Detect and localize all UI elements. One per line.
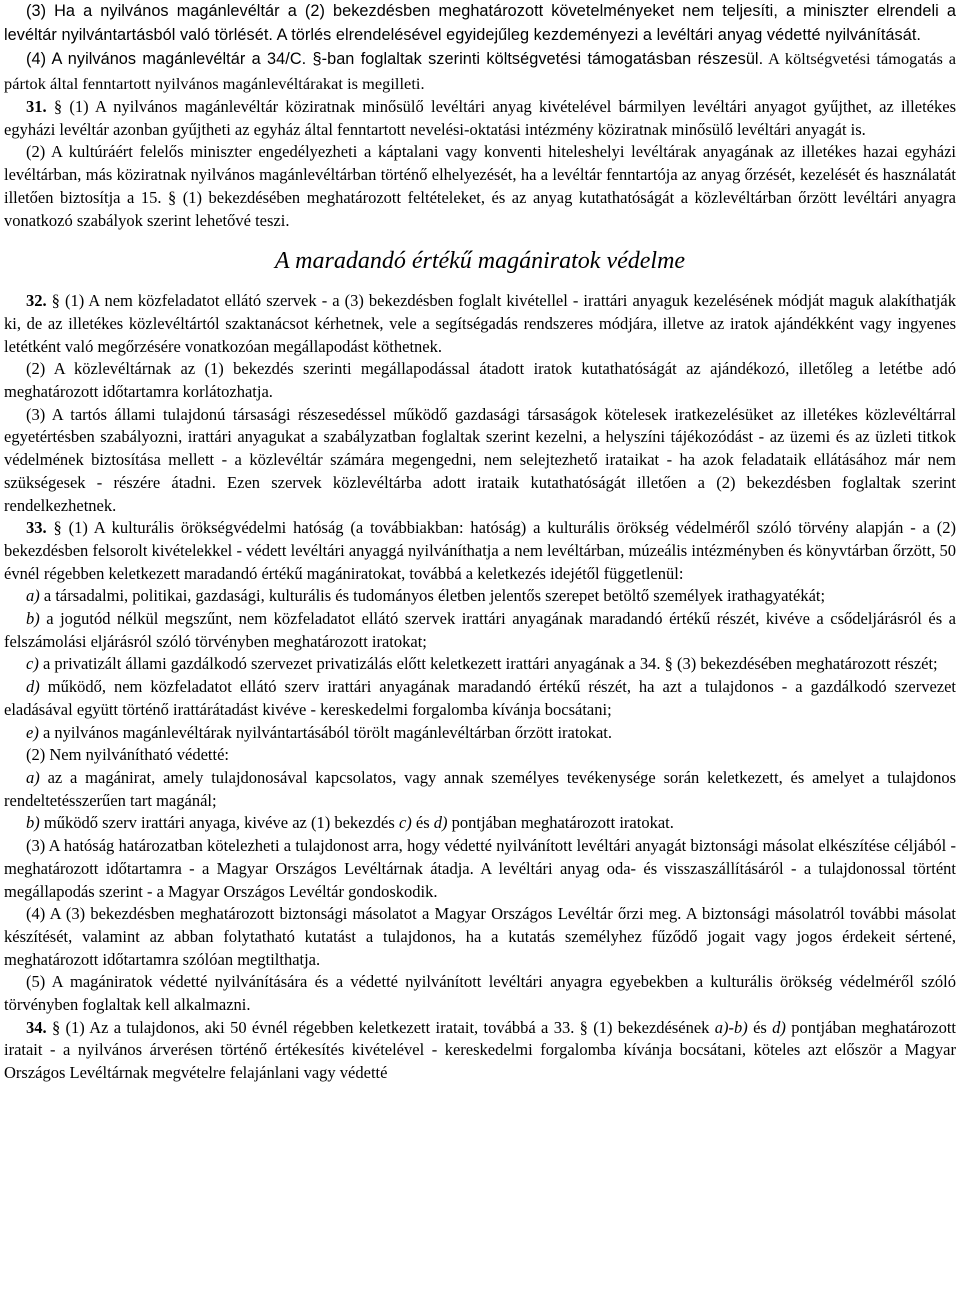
point-marker: d) — [26, 677, 40, 697]
section-34-text: § (1) Az a tulajdonos, aki 50 évnél régebben keletkezett iratait, továbbá a 33. § (1) bekezdésének — [46, 1017, 715, 1037]
section-34-text: és — [747, 1017, 773, 1037]
section-33-paragraph-2-point-a — [4, 767, 956, 812]
section-33-paragraph-1-text: § (1) A kulturális örökségvédelmi hatóság (a továbbiakban: hatóság) a kulturális örökség védelméről szóló törvény alapján - a (2) bekezdésben felsorolt kivételekkel - védett levéltári anyaggá nyilváníthatja a nem levéltárban, múzeális intézményben és könyvtárban őrzött, 50 évnél régebben keletkezett maradandó értékű magániratokat, továbbá a keletkezés idejétől függetlenül: — [4, 518, 956, 583]
paragraph-30-3: (3) Ha a nyilvános magánlevéltár a (2) bekezdésben meghatározott követelményeket nem teljesíti, a miniszter elrendeli a levéltár nyilvántartásból való törlését. A törlés elrendelésével egyidejűleg kezdeményezi a levéltári anyag védetté nyilvánítását. — [4, 2, 956, 44]
section-heading: A maradandó értékű magániratok védelme — [274, 248, 686, 275]
section-33-paragraph-1 — [4, 517, 956, 585]
section-33-paragraph-3: (3) A hatóság határozatban kötelezheti a tulajdonost arra, hogy védetté nyilvánított levéltári anyagát biztonsági másolat elkészítése céljából - meghatározott időtartamra - a Magyar Országos Levéltárnak átadja. A levéltári anyag oda- és visszaszállításáról - a tulajdonossal történt megállapodás szerint - a Magyar Országos Levéltár gondoskodik. — [4, 836, 956, 901]
section-32-paragraph-1-text: § (1) A nem közfeladatot ellátó szervek - a (3) bekezdésben foglalt kivétellel - irattári anyaguk kezelésének módját maguk alakíthatják ki, de az illetékes közlevéltártól szaktanácsot kérhetnek, vele a segítségadás rendszeres módjára, illetve az iratok ajándékként vagy ingyenes letétként való megőrzésére vonatkozóan megállapodást köthetnek. — [4, 291, 956, 356]
point-marker: e) — [26, 722, 39, 742]
section-33-paragraph-2: (2) Nem nyilvánítható védetté: — [26, 745, 229, 765]
point-ref: d) — [772, 1017, 786, 1037]
section-33-paragraph-5: (5) A magániratok védetté nyilvánítására és a védetté nyilvánított levéltári anyagra egyebekben a kulturális örökség védelméről szóló törvényben foglaltak kell alkalmazni. — [4, 972, 956, 1015]
section-33-point-d — [4, 676, 956, 721]
section-31-paragraph-1 — [4, 96, 956, 141]
section-34-text: pontjában meghatározott iratait - a nyilvános árverésen történő értékesítés kivételével - kereskedelmi forgalomba kívánja bocsátani, köteles azt először a Magyar Országos Levéltárnak megvételre felajánlani vagy védetté — [4, 1017, 956, 1083]
point-text: a társadalmi, politikai, gazdasági, kulturális és tudományos életben jelentős szerepet betöltő személyek irathagyatékát; — [39, 586, 826, 606]
point-marker: a) — [26, 767, 40, 787]
section-33-paragraph-4: (4) A (3) bekezdésben meghatározott biztonsági másolatot a Magyar Országos Levéltár őrzi meg. A biztonsági másolatról további másolat készítését, valamint az abban folytatható kutatást a tulajdonos, ha a kutatás személyhez fűződő jogait vagy jogos érdekeit sértené, meghatározott időtartamra szólóan megtilthatja. — [4, 904, 956, 969]
point-ref: c) — [398, 813, 412, 833]
point-marker: a) — [26, 586, 40, 606]
section-31-number: 31. — [26, 97, 47, 116]
section-31-paragraph-1-text: § (1) A nyilvános magánlevéltár köziratnak minősülő levéltári anyag kivételével bármilyen levéltári anyagot gyűjthet, az illetékes egyházi levéltár azonban gyűjtheti az egyház által fenntartott nevelési-oktatási intézmény köziratnak minősülő levéltári anyagát is. — [4, 97, 956, 139]
point-marker: b) — [26, 813, 40, 833]
section-33-point-e — [4, 722, 956, 745]
paragraph-30-4-text: (4) A nyilvános magánlevéltár a 34/C. §-ban foglaltak szerinti költségvetési támogatásban részesül. — [26, 50, 764, 68]
section-32-number: 32. — [26, 291, 47, 311]
point-text: a nyilvános magánlevéltárak nyilvántartásából törölt magánlevéltárban őrzött iratokat. — [38, 722, 612, 742]
point-text: a privatizált állami gazdálkodó szervezet privatizálás előtt keletkezett irattári anyagának a 34. § (3) bekezdésében meghatározott részét; — [38, 654, 938, 674]
section-33-paragraph-2-point-b — [4, 812, 956, 835]
point-text: működő szerv irattári anyaga, kivéve az (1) bekezdés — [39, 813, 399, 833]
paragraph-30-4-cont: A költségvetési támogatás a pártok által fenntartott nyilvános magánlevéltárakat is megilleti. — [4, 49, 956, 93]
section-33-point-c — [4, 653, 956, 676]
point-marker: c) — [26, 654, 39, 674]
point-text: az a magánirat, amely tulajdonosával kapcsolatos, vagy annak személyes tevékenysége során keletkezett, és amelyet a tulajdonos rendeltetésszerűen tart magánál; — [4, 767, 956, 810]
section-32-paragraph-3: (3) A tartós állami tulajdonú társasági részesedéssel működő gazdasági társaságok kötelesek iratkezelésüket az illetékes közlevéltárral egyetértésben szabályozni, irattári anyagukat a szabályzatban foglaltak szerint kezelni, a helyszíni tájékozódást - az üzemi és az üzleti titkok védelmének biztosítása mellett - a közlevéltár számára megengedni, nem selejtezhető irataikat - ha azok feladataik ellátásához már nem szükségesek - részére átadni. Ezen szervek közlevéltárba adott irataik kutathatóságát illetően a (2) bekezdésben foglaltak szerint rendelkezhetnek. — [4, 404, 956, 515]
section-33-number: 33. — [26, 518, 47, 538]
point-text: pontjában meghatározott iratokat. — [447, 813, 674, 833]
point-ref: d) — [433, 813, 448, 833]
point-text: működő, nem közfeladatot ellátó szerv irattári anyagának maradandó értékű részét, ha azt a tulajdonos - a gazdálkodó szervezet eladásával együtt történő irattárátadást kivéve - kereskedelmi forgalomba kívánja bocsátani; — [4, 677, 956, 719]
point-text: a jogutód nélkül megszűnt, nem közfeladatot ellátó szervek irattári anyagának maradandó értékű részét, kivéve a csődeljárásról és a felszámolási eljárásról szóló törvényben meghatározott iratokat; — [4, 609, 956, 651]
section-34-number: 34. — [26, 1017, 47, 1037]
point-ref: a)-b) — [714, 1017, 748, 1037]
section-32-paragraph-1 — [4, 290, 956, 358]
section-31-paragraph-2: (2) A kultúráért felelős miniszter engedélyezheti a káptalani vagy konventi hiteleshelyi levéltárak anyagának az illetékes hazai egyházi levéltárban, más köziratnak nyilvános magánlevéltárban történő elhelyezését, ha a levéltár fenntartója az anyag őrzését, kezelését és használatát illetően biztosítja a 15. § (1) bekezdésében meghatározott feltételeket, és az anyag kutathatóságát a közlevéltárban őrzött levéltári anyagra vonatkozó szabályok szerint lehetővé teszi. — [4, 142, 956, 230]
point-text: és — [411, 813, 434, 833]
section-32-paragraph-2: (2) A közlevéltárnak az (1) bekezdés szerinti megállapodással átadott iratok kutathatóságát az ajándékozó, illetőleg a letétbe adó meghatározott időtartamra korlátozhatja. — [4, 359, 956, 402]
point-marker: b) — [26, 609, 40, 629]
section-33-point-a — [4, 585, 956, 608]
section-34-paragraph-1 — [4, 1017, 956, 1085]
section-33-point-b — [4, 608, 956, 653]
paragraph-30-4 — [4, 47, 956, 96]
